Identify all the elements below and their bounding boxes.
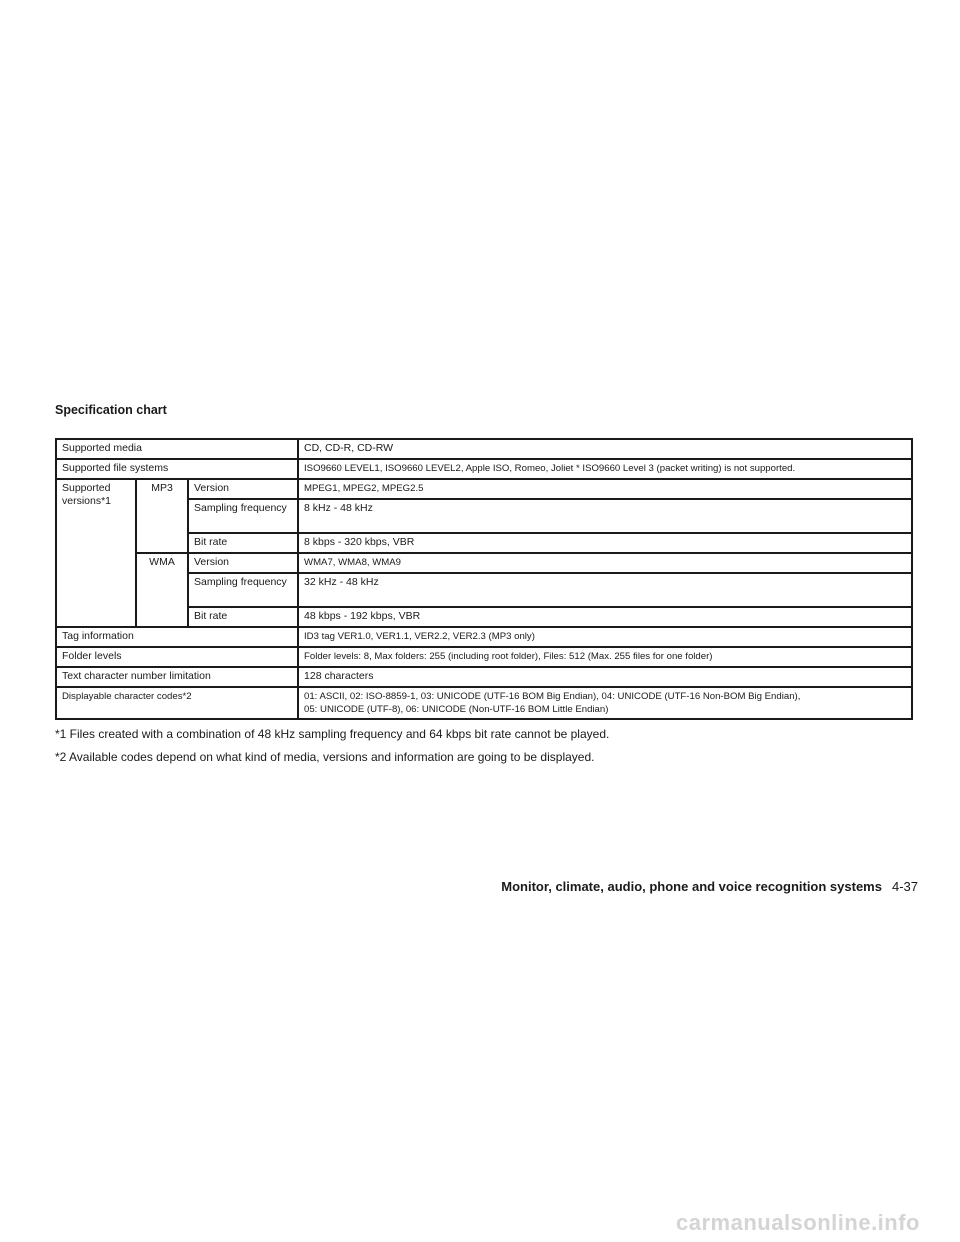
mp3-bitrate-label: Bit rate (188, 533, 298, 553)
table-row (56, 479, 912, 499)
wma-bitrate-label: Bit rate (188, 607, 298, 627)
text-character-limit-value: 128 characters (298, 667, 912, 687)
mp3-sampling-label: Sampling frequency (188, 499, 298, 533)
displayable-codes-label: Displayable character codes*2 (56, 687, 298, 719)
wma-sampling-label: Sampling frequency (188, 573, 298, 607)
table-row (56, 627, 912, 647)
mp3-sampling-value: 8 kHz - 48 kHz (298, 499, 912, 533)
folder-levels-value: Folder levels: 8, Max folders: 255 (including root folder), Files: 512 (Max. 255 files for one folder) (298, 647, 912, 667)
displayable-codes-line2: 05: UNICODE (UTF-8), 06: UNICODE (Non-UTF-16 BOM Little Endian) (304, 704, 609, 715)
mp3-label: MP3 (136, 479, 188, 553)
supported-versions-label: Supported versions*1 (56, 479, 136, 627)
supported-file-systems-value: ISO9660 LEVEL1, ISO9660 LEVEL2, Apple ISO, Romeo, Joliet * ISO9660 Level 3 (packet writing) is not supported. (298, 459, 912, 479)
mp3-version-label: Version (188, 479, 298, 499)
text-character-limit-label: Text character number limitation (56, 667, 298, 687)
tag-information-value: ID3 tag VER1.0, VER1.1, VER2.2, VER2.3 (MP3 only) (298, 627, 912, 647)
wma-bitrate-value: 48 kbps - 192 kbps, VBR (298, 607, 912, 627)
watermark: carmanualsonline.info (676, 1210, 920, 1235)
mp3-bitrate-value: 8 kbps - 320 kbps, VBR (298, 533, 912, 553)
tag-information-label: Tag information (56, 627, 298, 647)
table-row (56, 687, 912, 719)
wma-version-label: Version (188, 553, 298, 573)
table-row (56, 667, 912, 687)
wma-label: WMA (136, 553, 188, 627)
supported-media-label: Supported media (56, 439, 298, 459)
wma-version-value: WMA7, WMA8, WMA9 (298, 553, 912, 573)
specification-table (55, 438, 913, 720)
table-row (56, 553, 912, 573)
wma-sampling-value: 32 kHz - 48 kHz (298, 573, 912, 607)
page-number: 4-37 (891, 879, 918, 894)
page-footer (501, 879, 918, 894)
footer-section-title: Monitor, climate, audio, phone and voice recognition systems (501, 879, 882, 894)
displayable-codes-line1: 01: ASCII, 02: ISO-8859-1, 03: UNICODE (UTF-16 BOM Big Endian), 04: UNICODE (UTF-16 Non-BOM Big Endian), (304, 691, 801, 702)
footnote-2: *2 Available codes depend on what kind of media, versions and information are going to be displayed. (55, 750, 595, 764)
folder-levels-label: Folder levels (56, 647, 298, 667)
footnote-1: *1 Files created with a combination of 48 kHz sampling frequency and 64 kbps bit rate cannot be played. (55, 727, 610, 741)
table-row (56, 439, 912, 459)
table-row (56, 647, 912, 667)
mp3-version-value: MPEG1, MPEG2, MPEG2.5 (298, 479, 912, 499)
supported-file-systems-label: Supported file systems (56, 459, 298, 479)
displayable-codes-value (298, 687, 912, 719)
supported-media-value: CD, CD-R, CD-RW (298, 439, 912, 459)
table-row (56, 459, 912, 479)
section-title: Specification chart (55, 403, 167, 417)
